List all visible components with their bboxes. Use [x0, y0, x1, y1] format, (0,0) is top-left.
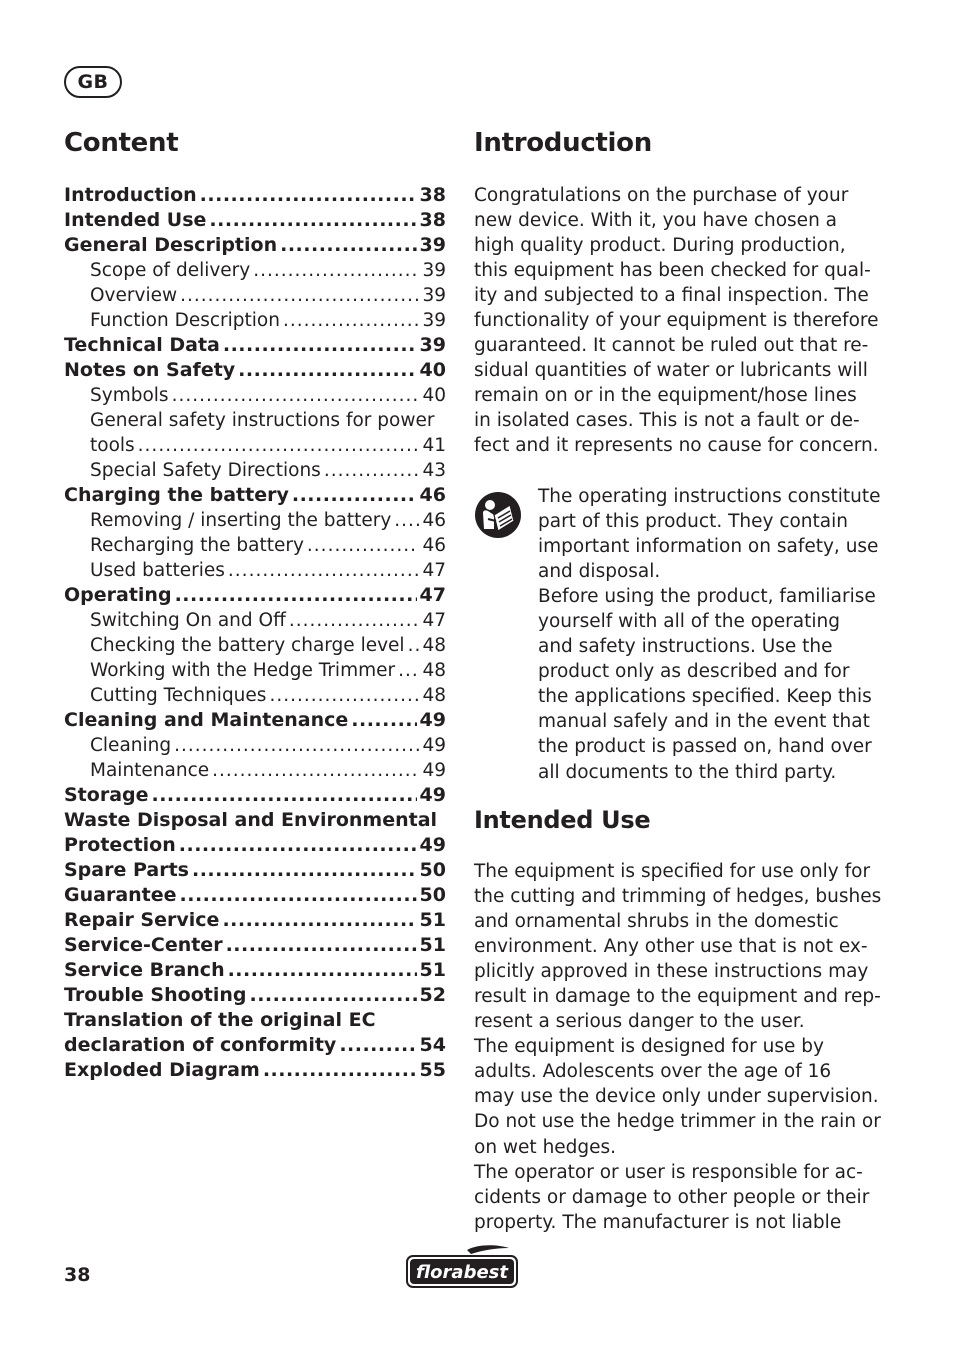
toc-entry-label: Translation of the original EC: [64, 1009, 376, 1031]
toc-entry-label: Exploded Diagram: [64, 1059, 260, 1081]
text-line: this equipment has been checked for qual-: [474, 260, 871, 282]
toc-leader-dots: [398, 658, 419, 683]
toc-entry: [64, 833, 446, 858]
toc-entry-page: 48: [422, 635, 446, 656]
toc-leader-dots: [228, 558, 420, 583]
toc-entry-page: 46: [422, 510, 446, 531]
toc-entry: [64, 383, 446, 408]
toc-entry-label: Operating: [64, 584, 172, 606]
table-of-contents: [64, 183, 446, 1083]
toc-entry: [64, 958, 446, 983]
toc-entry-label: Used batteries: [90, 560, 225, 581]
text-line: The operating instructions constitute: [538, 486, 881, 507]
toc-entry: [64, 283, 446, 308]
language-badge: GB: [64, 66, 122, 98]
text-line: may use the device only under supervision.: [474, 1086, 879, 1108]
toc-entry-label: Checking the battery charge level: [90, 635, 405, 656]
toc-entry-label: Waste Disposal and Environmental: [64, 809, 438, 831]
toc-entry-page: 49: [422, 760, 446, 781]
text-line: property. The manufacturer is not liable: [474, 1211, 842, 1233]
toc-entry-label: Guarantee: [64, 884, 177, 906]
toc-leader-dots: [351, 708, 416, 733]
toc-leader-dots: [263, 1058, 417, 1083]
toc-entry-label: Maintenance: [90, 760, 210, 781]
toc-entry: [64, 683, 446, 708]
toc-leader-dots: [223, 333, 417, 358]
text-line: Congratulations on the purchase of your: [474, 185, 849, 206]
toc-entry-label: Switching On and Off: [90, 610, 286, 631]
toc-entry-label: Overview: [90, 285, 178, 306]
text-line: The operator or user is responsible for ac-: [474, 1161, 863, 1183]
toc-entry: [64, 758, 446, 783]
toc-entry-label: Introduction: [64, 184, 197, 206]
toc-leader-dots: [394, 508, 419, 533]
toc-entry: [64, 433, 446, 458]
toc-entry-page: 48: [422, 660, 446, 681]
toc-entry-label: Repair Service: [64, 909, 220, 931]
toc-leader-dots: [180, 283, 419, 308]
toc-entry-label: Service-Center: [64, 934, 223, 956]
toc-entry: [64, 983, 446, 1008]
toc-entry-label: Cleaning: [90, 735, 172, 756]
toc-entry: [64, 733, 446, 758]
toc-entry-label: Intended Use: [64, 209, 207, 231]
toc-leader-dots: [324, 458, 420, 483]
toc-entry: [64, 308, 446, 333]
text-line: all documents to the third party.: [538, 761, 837, 783]
toc-entry: [64, 458, 446, 483]
text-line: part of this product. They contain: [538, 511, 848, 533]
toc-entry-page: 49: [419, 709, 446, 731]
toc-entry: [64, 808, 446, 833]
toc-leader-dots: [138, 433, 420, 458]
toc-entry-label: declaration of conformity: [64, 1034, 337, 1056]
toc-entry-page: 51: [419, 909, 446, 931]
toc-entry-page: 54: [419, 1034, 446, 1056]
toc-entry-label: Removing / inserting the battery: [90, 510, 392, 531]
toc-entry: [64, 533, 446, 558]
text-line: important information on safety, use: [538, 536, 879, 558]
toc-leader-dots: [283, 308, 420, 333]
toc-entry-label: Symbols: [90, 385, 169, 406]
toc-entry: [64, 483, 446, 508]
toc-entry: [64, 783, 446, 808]
text-line: result in damage to the equipment and rep-: [474, 986, 881, 1008]
toc-entry-page: 47: [422, 610, 446, 631]
toc-entry-page: 51: [419, 959, 446, 981]
toc-entry-label: tools: [90, 435, 135, 456]
toc-leader-dots: [175, 583, 417, 608]
toc-entry: [64, 858, 446, 883]
toc-entry-page: 47: [422, 560, 446, 581]
toc-entry: [64, 933, 446, 958]
toc-entry-page: 40: [422, 385, 446, 406]
toc-entry-page: 49: [419, 784, 446, 806]
toc-entry-label: Technical Data: [64, 334, 220, 356]
intended-use-paragraph: [474, 859, 881, 1235]
toc-entry-page: 48: [422, 685, 446, 706]
text-line: Do not use the hedge trimmer in the rain or: [474, 1111, 881, 1133]
toc-entry-page: 39: [419, 334, 446, 356]
text-line: remain on or in the equipment/hose lines: [474, 385, 857, 407]
toc-entry: [64, 1058, 446, 1083]
introduction-paragraph: [474, 183, 879, 459]
text-line: cidents or damage to other people or their: [474, 1186, 870, 1208]
toc-leader-dots: [212, 758, 419, 783]
toc-entry: [64, 333, 446, 358]
toc-entry-page: 55: [419, 1059, 446, 1081]
text-line: The equipment is designed for use by: [474, 1036, 824, 1058]
text-line: new device. With it, you have chosen a: [474, 210, 838, 232]
toc-entry: [64, 508, 446, 533]
text-line: sidual quantities of water or lubricants will: [474, 360, 868, 382]
intended-use-heading: Intended Use: [474, 806, 651, 834]
text-line: and disposal.: [538, 561, 661, 583]
toc-entry-label: Service Branch: [64, 959, 225, 981]
toc-entry-label: General safety instructions for power: [90, 410, 435, 431]
text-line: fect and it represents no cause for concern.: [474, 435, 879, 457]
text-line: Before using the product, familiarise: [538, 586, 876, 608]
text-line: the product is passed on, hand over: [538, 736, 872, 758]
toc-entry-label: Charging the battery: [64, 484, 289, 506]
toc-entry-label: Protection: [64, 834, 176, 856]
toc-entry: [64, 408, 446, 433]
text-line: plicitly approved in these instructions may: [474, 961, 869, 983]
toc-entry-label: General Description: [64, 234, 278, 256]
toc-entry-label: Function Description: [90, 310, 280, 331]
toc-entry-page: 38: [419, 209, 446, 231]
toc-entry-page: 49: [419, 834, 446, 856]
toc-entry: [64, 583, 446, 608]
toc-entry-label: Storage: [64, 784, 149, 806]
toc-entry-page: 39: [422, 285, 446, 306]
toc-leader-dots: [307, 533, 420, 558]
text-line: guaranteed. It cannot be ruled out that re-: [474, 335, 869, 357]
toc-entry-label: Scope of delivery: [90, 260, 251, 281]
toc-entry-label: Working with the Hedge Trimmer: [90, 660, 396, 681]
toc-leader-dots: [289, 608, 420, 633]
toc-leader-dots: [200, 183, 417, 208]
text-line: manual safely and in the event that: [538, 711, 870, 733]
toc-leader-dots: [228, 958, 417, 983]
toc-entry-page: 52: [419, 984, 446, 1006]
text-line: yourself with all of the operating: [538, 611, 840, 633]
toc-entry-page: 41: [422, 435, 446, 456]
toc-entry: [64, 183, 446, 208]
toc-leader-dots: [238, 358, 416, 383]
toc-entry-label: Cutting Techniques: [90, 685, 267, 706]
toc-leader-dots: [179, 833, 417, 858]
toc-entry-page: 46: [419, 484, 446, 506]
text-line: high quality product. During production,: [474, 235, 846, 257]
toc-leader-dots: [253, 258, 419, 283]
toc-leader-dots: [152, 783, 417, 808]
toc-entry-page: 50: [419, 884, 446, 906]
toc-entry: [64, 233, 446, 258]
toc-entry-page: 43: [422, 460, 446, 481]
toc-entry-label: Notes on Safety: [64, 359, 236, 381]
toc-entry-page: 50: [419, 859, 446, 881]
text-line: ity and subjected to a final inspection. The: [474, 285, 869, 307]
toc-leader-dots: [249, 983, 416, 1008]
toc-leader-dots: [174, 733, 419, 758]
text-line: the applications specified. Keep this: [538, 686, 872, 708]
toc-leader-dots: [269, 683, 419, 708]
brand-logo: [405, 1244, 519, 1290]
toc-entry: [64, 883, 446, 908]
toc-entry-page: 39: [419, 234, 446, 256]
toc-entry-label: Spare Parts: [64, 859, 189, 881]
toc-entry-page: 46: [422, 535, 446, 556]
toc-entry-page: 49: [422, 735, 446, 756]
toc-leader-dots: [192, 858, 417, 883]
toc-leader-dots: [408, 633, 420, 658]
toc-entry: [64, 1033, 446, 1058]
manual-note-text: [538, 484, 881, 785]
toc-leader-dots: [180, 883, 417, 908]
text-line: and safety instructions. Use the: [538, 636, 833, 658]
page-number: 38: [64, 1264, 91, 1286]
toc-leader-dots: [172, 383, 420, 408]
text-line: environment. Any other use that is not ex-: [474, 936, 868, 958]
toc-entry: [64, 558, 446, 583]
toc-leader-dots: [292, 483, 417, 508]
toc-entry-label: Trouble Shooting: [64, 984, 247, 1006]
brand-name: florabest: [416, 1262, 508, 1283]
toc-entry-label: Special Safety Directions: [90, 460, 321, 481]
text-line: adults. Adolescents over the age of 16: [474, 1061, 832, 1083]
text-line: resent a serious danger to the user.: [474, 1011, 805, 1033]
toc-entry-label: Cleaning and Maintenance: [64, 709, 349, 731]
toc-entry: [64, 633, 446, 658]
text-line: and ornamental shrubs in the domestic: [474, 911, 839, 933]
toc-entry: [64, 708, 446, 733]
toc-entry-page: 39: [422, 310, 446, 331]
text-line: the cutting and trimming of hedges, bushes: [474, 886, 882, 908]
toc-entry: [64, 358, 446, 383]
text-line: product only as described and for: [538, 661, 850, 683]
toc-entry-page: 38: [419, 184, 446, 206]
toc-leader-dots: [222, 908, 416, 933]
read-manual-icon: [474, 491, 522, 539]
text-line: functionality of your equipment is therefore: [474, 310, 879, 332]
text-line: on wet hedges.: [474, 1136, 617, 1158]
toc-entry-label: Recharging the battery: [90, 535, 304, 556]
text-line: The equipment is specified for use only for: [474, 861, 871, 882]
toc-entry: [64, 258, 446, 283]
introduction-heading: Introduction: [474, 128, 652, 158]
toc-leader-dots: [226, 933, 417, 958]
toc-entry-page: 47: [419, 584, 446, 606]
toc-entry: [64, 208, 446, 233]
text-line: in isolated cases. This is not a fault or de-: [474, 410, 860, 432]
toc-entry: [64, 1008, 446, 1033]
toc-entry-page: 51: [419, 934, 446, 956]
toc-entry: [64, 908, 446, 933]
toc-leader-dots: [209, 208, 416, 233]
content-heading: Content: [64, 128, 179, 158]
toc-leader-dots: [339, 1033, 416, 1058]
toc-entry-page: 40: [419, 359, 446, 381]
toc-entry-page: 39: [422, 260, 446, 281]
toc-entry: [64, 608, 446, 633]
toc-leader-dots: [280, 233, 416, 258]
toc-entry: [64, 658, 446, 683]
